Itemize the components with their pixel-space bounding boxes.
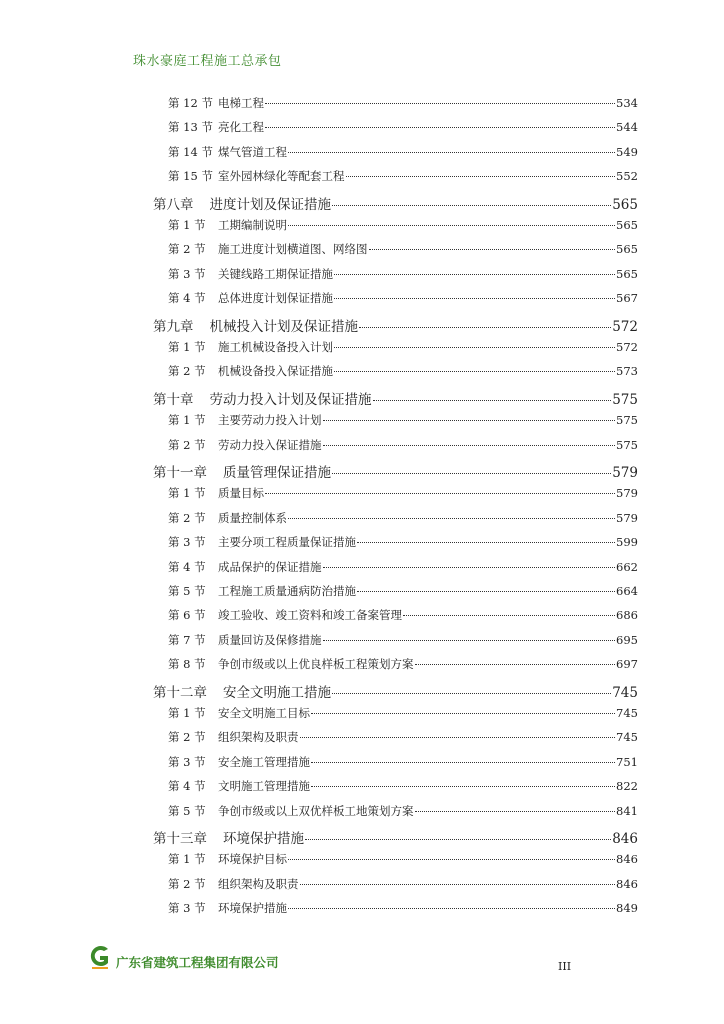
toc-entry-title: 机械设备投入保证措施: [218, 364, 333, 379]
toc-section-entry[interactable]: [168, 656, 638, 672]
toc-leader-dots: [323, 640, 616, 641]
toc-entry-number: 第 2 节: [168, 510, 206, 525]
toc-entry-page: 664: [616, 584, 638, 598]
toc-entry-title: 质量回访及保修措施: [218, 632, 322, 647]
toc-entry-page: 572: [612, 318, 638, 335]
toc-entry-number: 第十三章: [153, 831, 207, 847]
toc-entry-title: 亮化工程: [218, 120, 264, 135]
page-number: III: [558, 960, 572, 973]
toc-entry-title: 安全文明施工目标: [218, 706, 310, 720]
toc-entry-number: 第 2 节: [168, 242, 206, 257]
toc-entry-number: 第 4 节: [168, 559, 206, 574]
toc-section-entry[interactable]: [168, 290, 638, 306]
toc-entry-title: 主要劳动力投入计划: [218, 413, 322, 428]
toc-entry-number: 第 6 节: [168, 608, 206, 623]
toc-chapter-entry[interactable]: [153, 388, 638, 408]
toc-entry-page: 579: [616, 510, 638, 525]
toc-section-entry[interactable]: [168, 803, 638, 819]
toc-chapter-entry[interactable]: [153, 193, 638, 213]
toc-entry-page: 565: [612, 196, 638, 213]
toc-leader-dots: [305, 839, 611, 840]
toc-leader-dots: [334, 274, 615, 275]
toc-entry-title: 进度计划及保证措施: [209, 196, 331, 213]
toc-section-entry[interactable]: [168, 144, 638, 160]
toc-leader-dots: [359, 327, 611, 328]
toc-entry-title: 组织架构及职责: [218, 876, 299, 891]
toc-entry-number: 第 3 节: [168, 266, 206, 281]
toc-leader-dots: [332, 205, 611, 206]
toc-entry-title: 文明施工管理措施: [218, 779, 310, 794]
toc-entry-title: 关键线路工期保证措施: [218, 266, 333, 281]
toc-entry-number: 第 3 节: [168, 535, 206, 550]
toc-entry-title: 施工进度计划横道图、网络图: [218, 242, 368, 257]
toc-entry-page: 565: [616, 266, 638, 281]
toc-entry-page: 841: [616, 803, 638, 818]
toc-leader-dots: [288, 225, 615, 226]
toc-leader-dots: [357, 542, 615, 543]
toc-section-entry[interactable]: [168, 339, 638, 355]
toc-entry-number: 第 13 节: [168, 120, 213, 135]
toc-entry-page: 745: [616, 730, 638, 745]
toc-section-entry[interactable]: [168, 559, 638, 575]
toc-section-entry[interactable]: [168, 119, 638, 135]
toc-section-entry[interactable]: [168, 437, 638, 453]
toc-entry-number: 第 8 节: [168, 657, 206, 672]
toc-entry-number: 第九章: [153, 318, 194, 335]
toc-leader-dots: [403, 615, 615, 616]
toc-chapter-entry[interactable]: [153, 461, 638, 481]
toc-entry-title: 主要分项工程质量保证措施: [218, 535, 356, 550]
toc-entry-page: 565: [616, 218, 638, 232]
toc-entry-number: 第 4 节: [168, 291, 206, 306]
toc-entry-number: 第 5 节: [168, 803, 206, 818]
toc-leader-dots: [323, 567, 616, 568]
toc-entry-number: 第 2 节: [168, 437, 206, 452]
toc-entry-title: 环境保护措施: [218, 901, 287, 916]
toc-leader-dots: [300, 884, 616, 885]
toc-leader-dots: [288, 859, 615, 860]
toc-entry-page: 849: [616, 901, 638, 916]
toc-entry-page: 567: [616, 291, 638, 306]
toc-entry-title: 安全施工管理措施: [218, 754, 310, 769]
toc-entry-number: 第 1 节: [168, 413, 206, 428]
toc-section-entry[interactable]: [168, 705, 638, 721]
toc-section-entry[interactable]: [168, 412, 638, 428]
toc-entry-number: 第 3 节: [168, 901, 206, 916]
toc-leader-dots: [288, 518, 615, 519]
toc-leader-dots: [334, 371, 615, 372]
toc-entry-page: 697: [616, 657, 638, 672]
toc-entry-page: 745: [612, 684, 638, 701]
toc-entry-page: 552: [616, 169, 638, 184]
toc-section-entry[interactable]: [168, 241, 638, 257]
toc-section-entry[interactable]: [168, 534, 638, 550]
toc-entry-number: 第 1 节: [168, 852, 206, 867]
toc-entry-page: 846: [616, 852, 638, 867]
toc-entry-number: 第 1 节: [168, 706, 206, 720]
toc-entry-page: 686: [616, 608, 638, 623]
toc-entry-title: 环境保护措施: [223, 831, 304, 847]
footer-company-name: 广东省建筑工程集团有限公司: [116, 955, 279, 970]
toc-leader-dots: [311, 713, 615, 714]
toc-leader-dots: [265, 127, 615, 128]
toc-entry-title: 施工机械设备投入计划: [218, 340, 333, 354]
toc-entry-title: 电梯工程: [218, 96, 264, 110]
toc-entry-number: 第 1 节: [168, 486, 206, 501]
toc-entry-page: 599: [616, 535, 638, 550]
toc-entry-page: 579: [612, 465, 638, 481]
toc-leader-dots: [323, 445, 616, 446]
toc-entry-title: 组织架构及职责: [218, 730, 299, 745]
toc-section-entry[interactable]: [168, 729, 638, 745]
toc-leader-dots: [334, 298, 615, 299]
document-header-title: 珠水豪庭工程施工总承包: [133, 54, 282, 69]
toc-section-entry[interactable]: [168, 363, 638, 379]
toc-section-entry[interactable]: [168, 510, 638, 526]
toc-entry-page: 745: [616, 706, 638, 720]
toc-section-entry[interactable]: [168, 95, 638, 111]
toc-entry-title: 争创市级或以上优良样板工程策划方案: [218, 657, 414, 672]
toc-leader-dots: [415, 811, 616, 812]
toc-chapter-entry[interactable]: [153, 681, 638, 701]
toc-entry-page: 565: [616, 242, 638, 257]
toc-leader-dots: [288, 908, 615, 909]
toc-section-entry[interactable]: [168, 632, 638, 648]
toc-entry-number: 第 4 节: [168, 779, 206, 794]
toc-section-entry[interactable]: [168, 754, 638, 770]
toc-entry-number: 第 15 节: [168, 169, 213, 184]
toc-entry-title: 工期编制说明: [218, 218, 287, 232]
toc-leader-dots: [311, 786, 615, 787]
toc-entry-title: 总体进度计划保证措施: [218, 291, 333, 306]
toc-leader-dots: [332, 693, 611, 694]
toc-leader-dots: [334, 347, 615, 348]
toc-entry-page: 846: [616, 876, 638, 891]
toc-entry-number: 第十一章: [153, 465, 207, 481]
toc-chapter-entry[interactable]: [153, 827, 638, 847]
toc-section-entry[interactable]: [168, 607, 638, 623]
toc-leader-dots: [369, 249, 616, 250]
toc-entry-title: 机械投入计划及保证措施: [209, 318, 358, 335]
company-logo-icon: [88, 943, 112, 971]
toc-entry-page: 662: [616, 559, 638, 574]
toc-leader-dots: [311, 762, 615, 763]
toc-entry-number: 第 1 节: [168, 340, 206, 354]
toc-entry-page: 575: [616, 413, 638, 428]
toc-entry-number: 第 2 节: [168, 364, 206, 379]
toc-entry-title: 质量目标: [218, 486, 264, 501]
toc-entry-title: 工程施工质量通病防治措施: [218, 584, 356, 598]
toc-entry-title: 环境保护目标: [218, 852, 287, 867]
toc-section-entry[interactable]: [168, 778, 638, 794]
toc-section-entry[interactable]: [168, 876, 638, 892]
toc-entry-page: 846: [612, 831, 638, 847]
toc-entry-page: 572: [616, 340, 638, 354]
toc-entry-number: 第十章: [153, 391, 194, 408]
toc-entry-title: 质量管理保证措施: [223, 465, 331, 481]
toc-leader-dots: [265, 103, 615, 104]
toc-entry-number: 第 5 节: [168, 584, 206, 598]
toc-entry-title: 煤气管道工程: [218, 144, 287, 159]
toc-leader-dots: [323, 420, 616, 421]
toc-entry-number: 第八章: [153, 196, 194, 213]
toc-section-entry[interactable]: [168, 266, 638, 282]
toc-entry-number: 第 2 节: [168, 876, 206, 891]
toc-entry-page: 549: [616, 144, 638, 159]
toc-section-entry[interactable]: [168, 485, 638, 501]
toc-entry-title: 劳动力投入保证措施: [218, 437, 322, 452]
toc-entry-number: 第 14 节: [168, 144, 213, 159]
toc-entry-page: 822: [616, 779, 638, 794]
toc-entry-number: 第 12 节: [168, 96, 213, 110]
toc-leader-dots: [357, 591, 615, 592]
toc-leader-dots: [300, 737, 616, 738]
toc-leader-dots: [415, 664, 616, 665]
toc-section-entry[interactable]: [168, 168, 638, 184]
toc-entry-page: 534: [616, 96, 638, 110]
toc-entry-number: 第 1 节: [168, 218, 206, 232]
toc-section-entry[interactable]: [168, 217, 638, 233]
toc-entry-page: 575: [612, 391, 638, 408]
toc-entry-title: 劳动力投入计划及保证措施: [209, 391, 372, 408]
toc-entry-title: 成品保护的保证措施: [218, 559, 322, 574]
toc-entry-number: 第 3 节: [168, 754, 206, 769]
toc-entry-page: 573: [616, 364, 638, 379]
toc-leader-dots: [373, 400, 612, 401]
toc-leader-dots: [288, 152, 615, 153]
toc-entry-title: 室外园林绿化等配套工程: [218, 169, 345, 184]
toc-section-entry[interactable]: [168, 851, 638, 867]
toc-entry-page: 751: [616, 754, 638, 769]
toc-section-entry[interactable]: [168, 583, 638, 599]
toc-section-entry[interactable]: [168, 900, 638, 916]
toc-leader-dots: [346, 176, 616, 177]
toc-entry-number: 第十二章: [153, 684, 207, 701]
toc-chapter-entry[interactable]: [153, 315, 638, 335]
toc-entry-number: 第 2 节: [168, 730, 206, 745]
toc-entry-page: 579: [616, 486, 638, 501]
toc-entry-title: 安全文明施工措施: [223, 684, 331, 701]
toc-entry-title: 竣工验收、竣工资料和竣工备案管理: [218, 608, 402, 623]
toc-entry-number: 第 7 节: [168, 632, 206, 647]
toc-leader-dots: [332, 473, 611, 474]
toc-leader-dots: [265, 493, 615, 494]
toc-entry-page: 695: [616, 632, 638, 647]
toc-entry-title: 争创市级或以上双优样板工地策划方案: [218, 803, 414, 818]
toc-entry-page: 575: [616, 437, 638, 452]
toc-entry-title: 质量控制体系: [218, 510, 287, 525]
toc-entry-page: 544: [616, 120, 638, 135]
